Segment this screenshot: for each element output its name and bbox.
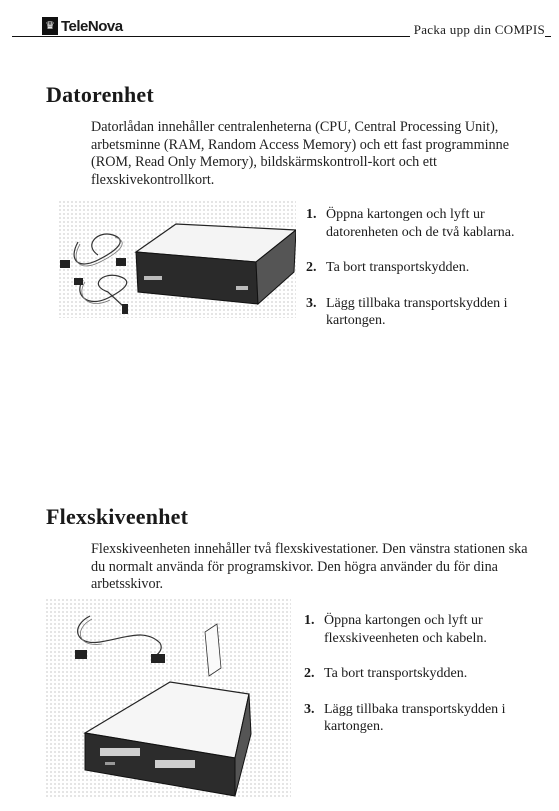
list-item: 1. Öppna kartongen och lyft ur flexskiveenheten och kabeln. <box>304 613 487 646</box>
crown-icon: ♛ <box>42 17 58 35</box>
floppy-unit-illustration <box>45 598 291 798</box>
section-title-datorenhet: Datorenhet <box>46 82 154 107</box>
computer-unit-illustration <box>58 200 296 318</box>
logo-text: TeleNova <box>61 17 123 35</box>
running-header: Packa upp din COMPIS <box>410 22 545 38</box>
steps-list-datorenhet <box>306 206 541 348</box>
section-paragraph-flexskiveenhet: Flexskiveenheten innehåller två flexskivestationer. Den vänstra stationen ska du normalt använda för programskivor. Den högra använder du för dina arbetsskivor. <box>91 541 528 592</box>
section-paragraph-datorenhet: Datorlådan innehåller centralenheterna (CPU, Central Processing Unit), arbetsminne (RAM, Random Access Memory) och ett fast programminne (ROM, Read Only Memory), bildskärmskontroll-kort och ett flexskivekontrollkort. <box>91 119 510 188</box>
steps-list-flexskiveenhet <box>304 612 544 754</box>
telenova-logo <box>38 16 127 36</box>
list-item: 2. Ta bort transportskydden. <box>306 260 470 275</box>
section-title-flexskiveenhet: Flexskiveenhet <box>46 504 189 529</box>
list-item: 1. Öppna kartongen och lyft ur datorenheten och de två kablarna. <box>306 207 515 240</box>
list-item: 2. Ta bort transportskydden. <box>304 666 468 681</box>
list-item: 3. Lägg tillbaka transportskydden i kartongen. <box>306 295 508 328</box>
list-item: 3. Lägg tillbaka transportskydden i kartongen. <box>304 701 506 734</box>
